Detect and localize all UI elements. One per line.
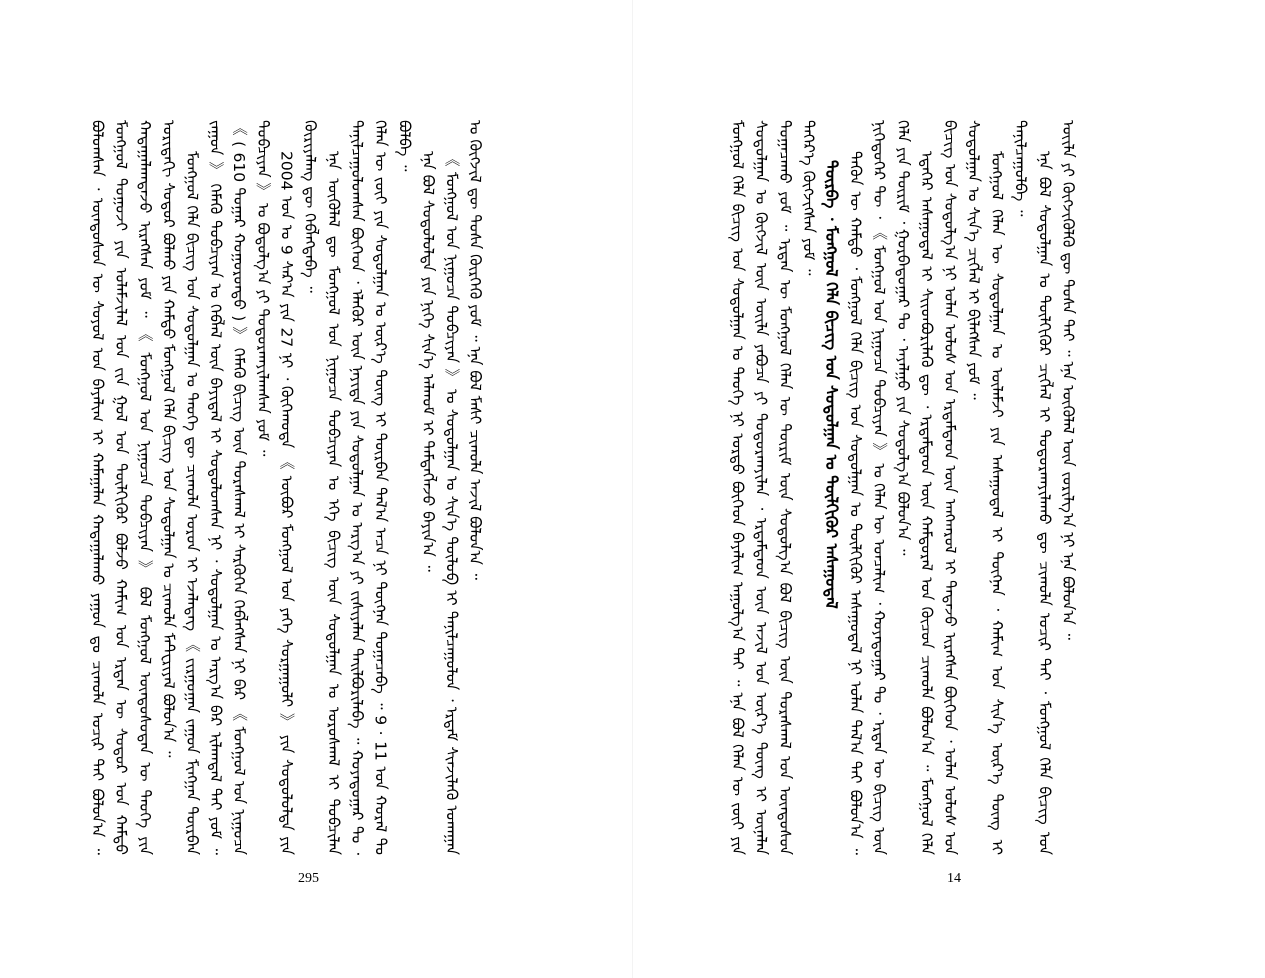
left-page-text (85, 120, 545, 855)
paragraph: 2004 ᠣᠨ ᠤ 9 ᠰᠠᠷ᠎ᠠ ᠶᠢᠨ 27 ᠨᠢ ᠂ ᠬᠥᠬᠡᠬᠣᠲᠠ 《 ᠥᠪᠦᠷ ᠮᠣᠩᠭᠣᠯ ᠤᠨ ᠶᠡᠬᠡ ᠰᠤᠷᠭᠠᠭᠤᠯᠢ 》 ᠶᠢᠨ ᠰᠤᠳᠤᠯᠤᠯᠲᠠ ᠶᠢᠨ ᠬᠦᠷᠢᠶᠡᠯᠡᠩ ᠳᠦ ᠬᠡᠪᠯᠡᠭᠳᠡᠪᠡ ᠃ (277, 120, 319, 855)
right-page-text (725, 120, 1155, 855)
paragraph: ᠪᠣᠯᠣᠭᠰᠠᠨ ᠂ ᠦᠨᠳᠦᠰᠦᠨ ᠦ ᠰᠤᠶᠤᠯ ᠤᠨ ᠪᠠᠶᠠᠯᠢᠭ ᠢ ᠬᠠᠮᠠᠭᠠᠯᠠᠨ ᠬᠠᠳᠠᠭᠠᠯᠠᠬᠤ ᠶᠠᠭᠤᠨ ᠳᠤ ᠴᠢᠬᠤᠯᠠ ᠤᠴᠢᠷ ᠲᠠᠢ ᠪᠣᠯᠤᠨ᠎ᠠ ᠃ ᠮᠣᠩᠭᠣᠯ ᠲᠤᠭᠤᠵᠢ ᠶᠢᠨ ᠤᠯᠠᠮᠵᠢᠯᠠᠯ ᠤᠨ ᠵᠢᠨ ᠭᠣᠯ ᠤᠨ ᠲᠦᠯᠬᠢᠭᠦᠷ ᠪᠣᠯᠵᠤ ᠬᠠᠮᠢᠭ ᠤᠨ ᠡᠷᠲᠡᠨ ᠦ ᠰᠤᠳᠤᠷ ᠤᠨ ᠬᠠᠮᠲᠤ ᠬᠠᠳᠠᠭᠠᠯᠠᠭᠳᠠᠵᠤ ᠢᠷᠡᠭᠰᠡᠨ ᠶᠤᠮ ᠃ 《 ᠮᠣᠩᠭᠣᠯ ᠤᠨ ᠨᠢᠭᠤᠴᠠ ᠲᠣᠪᠴᠢᠶᠠᠨ 》 ᠪᠣᠯ ᠮᠣᠩᠭᠣᠯ ᠦᠨᠳᠦᠰᠦᠲᠡᠨ ᠦ ᠲᠡᠦᠬᠡ ᠶᠢᠨ ᠤᠷᠢᠳᠠᠬᠢ ᠰᠤᠳᠤᠷ ᠪᠣᠯᠬᠤ ᠶᠢᠨ ᠬᠠᠮᠲᠤ ᠮᠣᠩᠭᠣᠯ ᠬᠡᠯᠡ ᠪᠢᠴᠢᠭ ᠤᠨ ᠰᠤᠳᠤᠯᠭᠠᠨ ᠤ ᠴᠢᠬᠤᠯᠠ ᠮᠠᠲᠧᠷᠢᠶᠠᠯ ᠪᠣᠯᠤᠨ᠎ᠠ ᠃ (88, 120, 178, 855)
paragraph: ᠮᠣᠩᠭᠣᠯ ᠬᠡᠯᠡ ᠪᠢᠴᠢᠭ ᠤᠨ ᠰᠤᠳᠤᠯᠭᠠᠨ ᠤ ᠲᠡᠦᠬᠡ ᠨᠢ ᠤᠷᠲᠤ ᠪᠥᠭᠡᠳ ᠪᠠᠶᠠᠯᠢᠭ ᠠᠭᠤᠯᠭ᠎ᠠ ᠲᠠᠢ ᠃ ᠡᠨᠡ ᠪᠣᠯ ᠬᠡᠯᠡᠨ ᠦ ᠵᠦᠢ ᠶᠢᠨ ᠰᠤᠳᠤᠯᠭᠠᠨ ᠤ ᠬᠥᠭᠵᠢᠯ ᠦᠨ ᠦᠢᠯᠡ ᠶᠠᠪᠤᠴᠠ ᠶᠢ ᠲᠣᠳᠣᠷᠬᠠᠶᠢᠯᠠᠨ ᠂ ᠡᠷᠳᠡᠮᠲᠡᠳ ᠦᠨ ᠠᠵᠢᠯ ᠤᠨ ᠦᠷ᠎ᠡ ᠳᠦᠩ ᠢ ᠦᠨᠡᠯᠡᠨ ᠲᠣᠭᠠᠴᠠᠬᠤ ᠶᠤᠮ ᠃ ᠡᠷᠲᠡᠨ ᠦ ᠮᠣᠩᠭᠣᠯ ᠬᠡᠯᠡᠨ ᠦ ᠳᠦᠷᠢᠮ ᠦᠨ ᠰᠤᠳᠤᠯᠭ᠎ᠠ ᠪᠣᠯ ᠪᠢᠴᠢᠭ ᠦᠨ ᠳᠤᠷᠠᠰᠬᠠᠯ ᠤᠨ ᠦᠨᠳᠦᠰᠦᠨ ᠳᠡᠭᠡᠷ᠎ᠡ ᠬᠥᠭᠵᠢᠭᠰᠡᠨ ᠶᠤᠮ ᠃ (728, 120, 818, 855)
right-page (633, 0, 1265, 978)
paragraph: 《 ᠮᠣᠩᠭᠣᠯ ᠤᠨ ᠨᠢᠭᠤᠴᠠ ᠲᠣᠪᠴᠢᠶᠠᠨ 》 ᠤ ᠰᠤᠳᠤᠯᠭᠠᠨ ᠤ ᠰᠢᠨ᠎ᠡ ᠲᠥᠯᠥᠪ ᠢ ᠲᠠᠨᠢᠯᠴᠠᠭᠤᠯᠤᠨ ᠂ ᠡᠷᠳᠡᠮ ᠰᠢᠨᠵᠢᠯᠡᠬᠦ ᠤᠬᠠᠭᠠᠨ ᠤ ᠬᠥᠭᠵᠢᠯ ᠳᠦ ᠲᠤᠰᠠ ᠬᠦᠷᠭᠡᠬᠦ ᠶᠤᠮ ᠃ ᠡᠨᠡ ᠪᠣᠯ ᠮᠠᠰᠢ ᠴᠢᠬᠤᠯᠠ ᠠᠵᠢᠯ ᠪᠣᠯᠤᠨ᠎ᠠ ᠃ (442, 120, 485, 855)
paragraph: ᠡᠨᠡ ᠪᠣᠯ ᠰᠤᠳᠤᠯᠤᠯᠲᠠ ᠶᠢᠨ ᠨᠢᠭᠡ ᠰᠢᠨ᠎ᠡ ᠠᠯᠬᠤᠮ ᠢ ᠲᠡᠮᠳᠡᠭᠯᠡᠵᠦ ᠪᠠᠶᠢᠨ᠎ᠠ ᠃ (418, 151, 437, 572)
section-heading: ᠳᠥᠷᠪᠡ ᠂ ᠮᠣᠩᠭᠣᠯ ᠬᠡᠯᠡ ᠪᠢᠴᠢᠭ ᠤᠨ ᠰᠤᠳᠤᠯᠭᠠᠨ ᠤ ᠲᠦᠯᠬᠢᠭᠦᠷ ᠠᠰᠠᠭᠤᠳᠠᠯ (821, 160, 841, 609)
paragraph: ᠡᠳᠡᠭᠡᠷ ᠠᠰᠠᠭᠤᠳᠠᠯ ᠢ ᠰᠢᠢᠳᠪᠦᠷᠢᠯᠡᠬᠦ ᠳᠦ ᠂ ᠡᠷᠳᠡᠮᠲᠡᠳ ᠦᠨ ᠬᠠᠮᠲᠤᠷᠠᠯ ᠤᠨ ᠬᠦᠴᠦᠨ ᠴᠢᠬᠤᠯᠠ ᠪᠣᠯᠤᠨ᠎ᠠ ᠃ ᠮᠣᠩᠭᠣᠯ ᠬᠡᠯᠡ ᠪᠢᠴᠢᠭ ᠤᠨ ᠰᠤᠳᠤᠯᠭ᠎ᠠ ᠨᠢ ᠣᠯᠠᠨ ᠤᠯᠤᠰ ᠤᠨ ᠡᠷᠳᠡᠮᠲᠡᠳ ᠦᠨ ᠠᠩᠬᠠᠷᠤᠯ ᠢ ᠲᠠᠲᠠᠵᠤ ᠢᠷᠡᠭᠰᠡᠨ ᠪᠥᠭᠡᠳ ᠂ ᠣᠯᠠᠨ ᠤᠯᠤᠰ ᠤᠨ ᠰᠤᠳᠤᠯᠭᠠᠨ ᠤ ᠰᠢᠨ᠎ᠡ ᠴᠢᠭᠯᠡᠯ ᠢ ᠪᠢᠯᠡᠭᠰᠡᠨ ᠶᠤᠮ ᠃ (917, 120, 983, 855)
paragraph: ᠮᠣᠩᠭᠣᠯ ᠬᠡᠯᠡᠨ ᠦ ᠰᠤᠳᠤᠯᠭᠠᠨ ᠤ ᠦᠯᠡᠮᠵᠢ ᠶᠢᠨ ᠠᠰᠠᠭᠤᠳᠠᠯ ᠢ ᠳᠦᠭᠨᠡᠨ ᠂ ᠬᠠᠮᠢᠭ ᠤᠨ ᠰᠢᠨ᠎ᠡ ᠦᠷ᠎ᠡ ᠳᠦᠩ ᠢ ᠲᠠᠨᠢᠯᠴᠠᠭᠤᠯᠪᠠ ᠃ (988, 120, 1030, 855)
paragraph: ᠡᠨᠡ ᠪᠣᠯ ᠰᠤᠳᠤᠯᠭᠠᠨ ᠤ ᠲᠦᠯᠬᠢᠭᠦᠷ ᠴᠢᠭᠯᠡᠯ ᠢ ᠲᠣᠳᠣᠷᠬᠠᠶᠢᠯᠠᠬᠤ ᠳᠦ ᠴᠢᠬᠤᠯᠠ ᠤᠴᠢᠷ ᠲᠠᠢ ᠂ ᠮᠣᠩᠭᠣᠯ ᠬᠡᠯᠡ ᠪᠢᠴᠢᠭ ᠤᠨ ᠦᠢᠯᠡ ᠶᠢ ᠬᠥᠭᠵᠢᠭᠦᠯᠬᠦ ᠳᠦ ᠲᠤᠰᠠ ᠲᠠᠢ ᠃ ᠡᠨᠡ ᠦᠭᠦᠯᠡᠯ ᠦᠨ ᠵᠣᠷᠢᠯᠭ᠎ᠠ ᠨᠢ ᠡᠨᠡ ᠪᠣᠯᠤᠨ᠎ᠠ ᠃ (1035, 120, 1077, 855)
paragraph: ᠡᠨᠡ ᠦᠭᠦᠯᠡᠯ ᠳᠦ ᠮᠣᠩᠭᠣᠯ ᠤᠨ ᠨᠢᠭᠤᠴᠠ ᠲᠣᠪᠴᠢᠶᠠᠨ ᠤ ᠡᠬᠡ ᠪᠢᠴᠢᠭ ᠦᠨ ᠰᠤᠳᠤᠯᠭᠠᠨ ᠤ ᠤᠷᠤᠰᠬᠠᠯ ᠢ ᠲᠣᠪᠴᠢᠯᠠᠨ ᠲᠠᠨᠢᠯᠴᠠᠭᠤᠯᠤᠭᠰᠠᠨ ᠪᠥᠭᠡᠳ ᠂ ᠡᠯᠡᠭᠦᠷ ᠦᠨ ᠨᠡᠶᠢᠲᠡ ᠶᠢᠨ ᠰᠤᠳᠤᠯᠭᠠᠨ ᠤ ᠠᠷᠭ᠎ᠠ ᠶᠢ ᠵᠢᠱᠢᠶᠡᠯᠡᠨ ᠲᠠᠢᠯᠪᠤᠷᠢᠯᠠᠪᠠ ᠃ ᠬᠣᠶᠠᠳᠤᠭᠠᠷ ᠲᠤ ᠂ ᠬᠡᠯᠡᠨ ᠦ ᠵᠦᠢ ᠶᠢᠨ ᠰᠤᠳᠤᠯᠭᠠᠨ ᠤ ᠦᠷ᠎ᠡ ᠳᠦᠩ ᠢ ᠳᠦᠷᠪᠡᠨ ᠲᠠᠯ᠎ᠠ ᠠᠴᠠ ᠨᠢ ᠳᠦᠭᠨᠡᠨ ᠲᠣᠭᠠᠴᠠᠪᠠ ᠃ 9 · 11 ᠤᠨ ᠬᠤᠷᠠᠯ ᠲᠤ ᠪᠣᠯᠪᠠ ᠃ (324, 120, 414, 855)
left-page (0, 0, 632, 978)
paragraph: ᠲᠡᠭᠦᠨ ᠦ ᠬᠠᠮᠲᠤ ᠂ ᠮᠣᠩᠭᠣᠯ ᠬᠡᠯᠡ ᠪᠢᠴᠢᠭ ᠤᠨ ᠰᠤᠳᠤᠯᠭᠠᠨ ᠤ ᠲᠦᠯᠬᠢᠭᠦᠷ ᠠᠰᠠᠭᠤᠳᠠᠯ ᠨᠢ ᠣᠯᠠᠨ ᠲᠠᠯ᠎ᠠ ᠲᠠᠢ ᠪᠣᠯᠤᠨ᠎ᠠ ᠃ ᠨᠢᠭᠡᠳᠦᠭᠡᠷ ᠲᠦ ᠂ 《 ᠮᠣᠩᠭᠣᠯ ᠤᠨ ᠨᠢᠭᠤᠴᠠ ᠲᠣᠪᠴᠢᠶᠠᠨ 》 ᠤ ᠬᠡᠯᠡᠨ ᠦ ᠣᠨᠴᠠᠯᠢᠭ ᠂ ᠬᠣᠶᠠᠳᠤᠭᠠᠷ ᠲᠤ ᠂ ᠡᠷᠲᠡᠨ ᠦ ᠪᠢᠴᠢᠭ ᠦᠨ ᠬᠡᠯᠡ ᠶᠢᠨ ᠳᠦᠷᠢᠮ ᠂ ᠭᠤᠷᠪᠠᠳᠤᠭᠠᠷ ᠲᠤ ᠂ ᠠᠶᠠᠯᠭᠤ ᠶᠢᠨ ᠰᠤᠳᠤᠯᠭ᠎ᠠ ᠪᠣᠯᠤᠨ᠎ᠠ ᠃ (846, 120, 912, 855)
paragraph: ᠮᠣᠩᠭᠣᠯ ᠬᠡᠯᠡ ᠪᠢᠴᠢᠭ ᠤᠨ ᠰᠤᠳᠤᠯᠭᠠᠨ ᠤ ᠲᠡᠦᠬᠡ ᠳᠦ ᠴᠢᠬᠤᠯᠠ ᠣᠷᠣᠨ ᠢ ᠡᠵᠡᠯᠡᠳᠡᠭ 《 ᠵᠢᠷᠭᠤᠭᠠᠨ ᠵᠠᠭᠤᠨ ᠮᠢᠩᠭᠠᠨ ᠳᠦᠷᠪᠡᠨ ᠵᠠᠭᠤᠨ 》 ᠬᠡᠮᠡᠬᠦ ᠲᠣᠪᠴᠢᠶᠠᠨ ᠤ ᠬᠡᠪᠯᠡᠯ ᠦᠨ ᠪᠠᠶᠢᠳᠠᠯ ᠢ ᠰᠤᠳᠤᠯᠤᠭᠰᠠᠨ ᠨᠢ ᠂ ᠰᠤᠳᠤᠯᠭᠠᠨ ᠤ ᠠᠷᠭ᠎ᠠ ᠪᠠᠷ ᠢᠯᠠᠭᠳᠠᠯ ᠲᠠᠢ ᠶᠤᠮ ᠃ 《 ( 610 ᠳᠤᠭᠠᠷ ᠬᠣᠭᠣᠷᠣᠨᠳᠣ ) 》 ᠬᠡᠮᠡᠬᠦ ᠪᠢᠴᠢᠭ ᠦᠨ ᠳᠤᠷᠠᠰᠬᠠᠯ ᠢ ᠰᠡᠷᠭᠦᠭᠡᠨ ᠬᠡᠪᠯᠡᠭᠰᠡᠨ ᠨᠢ ᠪᠡᠷ 《 ᠮᠣᠩᠭᠣᠯ ᠤᠨ ᠨᠢᠭᠤᠴᠠ ᠲᠣᠪᠴᠢᠶᠠᠨ 》 ᠤ ᠪᠣᠳᠤᠯᠭ᠎ᠠ ᠶᠢ ᠲᠣᠳᠣᠷᠬᠠᠶᠢᠯᠠᠭᠰᠠᠨ ᠶᠤᠮ ᠃ (182, 120, 272, 855)
page-number: 295 (298, 871, 319, 886)
page-number: 14 (947, 871, 961, 886)
